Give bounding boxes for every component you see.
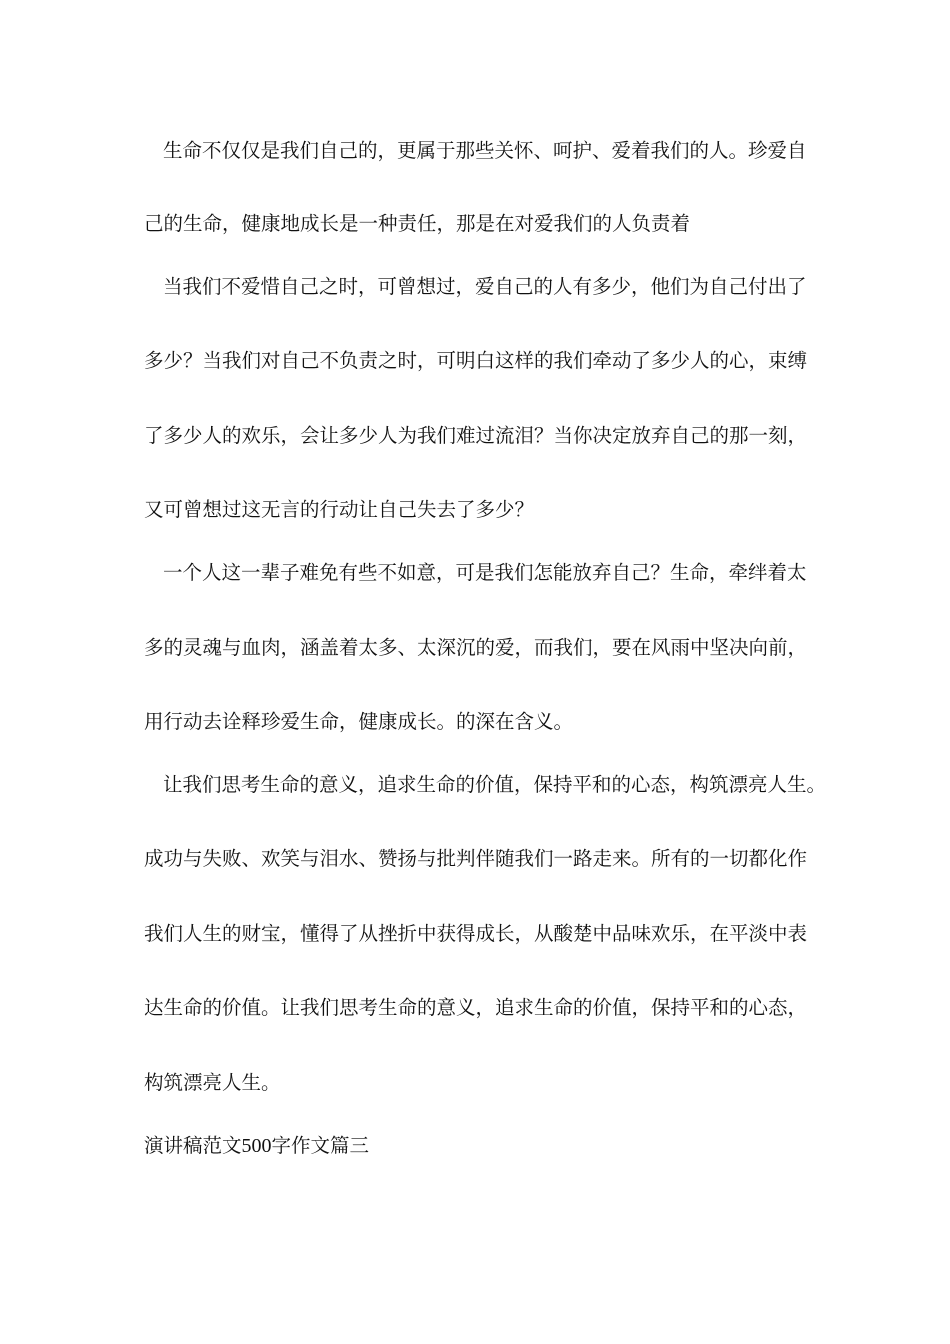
section-heading-suffix: 字作文篇三 <box>271 1134 370 1157</box>
paragraph-3-line-2: 多的灵魂与血肉，涵盖着太多、太深沉的爱，而我们，要在风雨中坚决向前， <box>144 636 808 659</box>
paragraph-3-line-1: 一个人这一辈子难免有些不如意，可是我们怎能放弃自己？生命，牵绊着太 <box>163 561 807 584</box>
paragraph-3-line-3: 用行动去诠释珍爱生命，健康成长。的深在含义。 <box>144 710 574 733</box>
paragraph-4-line-4: 达生命的价值。让我们思考生命的意义，追求生命的价值，保持平和的心态， <box>144 996 808 1019</box>
paragraph-2-line-4: 又可曾想过这无言的行动让自己失去了多少？ <box>144 498 535 521</box>
paragraph-2-line-2: 多少？当我们对自己不负责之时，可明白这样的我们牵动了多少人的心，束缚 <box>144 349 808 372</box>
paragraph-1-line-2: 己的生命，健康地成长是一种责任，那是在对爱我们的人负责着 <box>144 212 691 235</box>
paragraph-4-line-1: 让我们思考生命的意义，追求生命的价值，保持平和的心态，构筑漂亮人生。 <box>163 773 827 796</box>
paragraph-2-line-3: 了多少人的欢乐，会让多少人为我们难过流泪？当你决定放弃自己的那一刻， <box>144 424 808 447</box>
paragraph-4-line-5: 构筑漂亮人生。 <box>144 1071 281 1094</box>
section-heading-prefix: 演讲稿范文 <box>144 1134 242 1157</box>
paragraph-4-line-2: 成功与失败、欢笑与泪水、赞扬与批判伴随我们一路走来。所有的一切都化作 <box>144 847 808 870</box>
paragraph-1-line-1: 生命不仅仅是我们自己的，更属于那些关怀、呵护、爱着我们的人。珍爱自 <box>163 139 807 162</box>
section-heading-number: 500 <box>241 1135 272 1157</box>
paragraph-2-line-1: 当我们不爱惜自己之时，可曾想过，爱自己的人有多少，他们为自己付出了 <box>163 275 807 298</box>
section-heading <box>144 1131 814 1161</box>
paragraph-4-line-3: 我们人生的财宝，懂得了从挫折中获得成长，从酸楚中品味欢乐，在平淡中表 <box>144 922 808 945</box>
